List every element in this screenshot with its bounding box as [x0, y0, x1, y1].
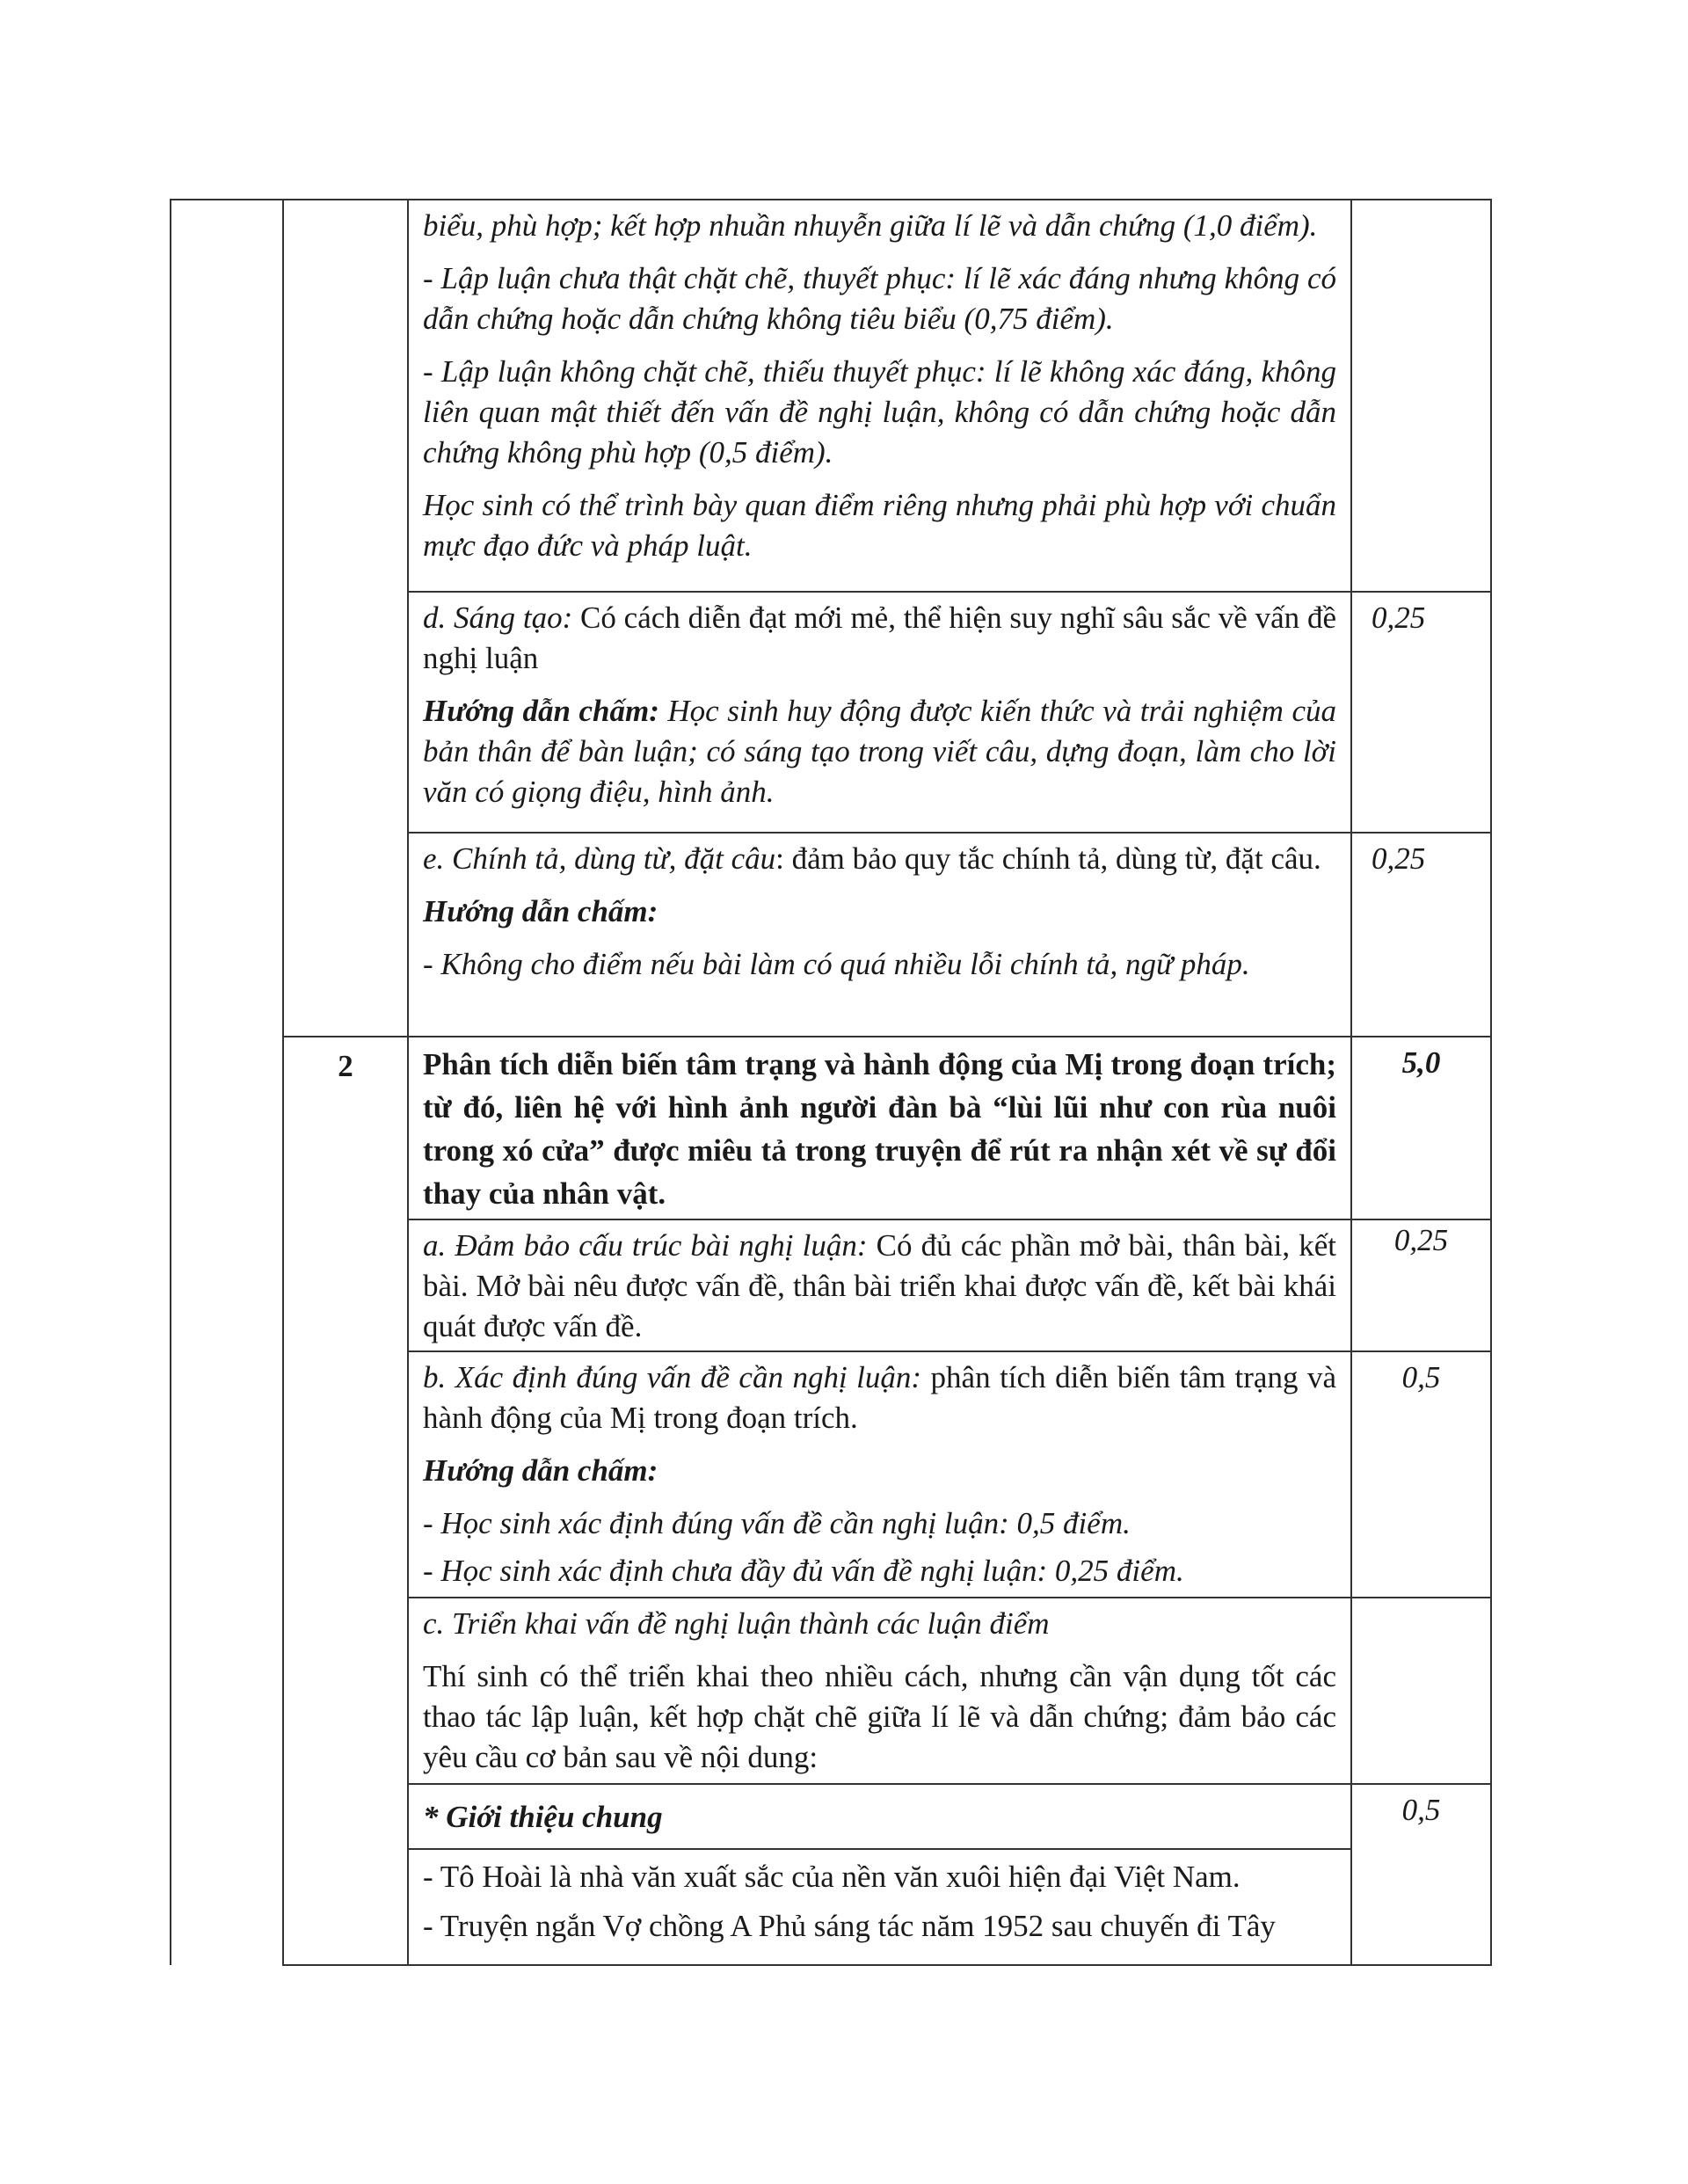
grading-rubric-table [170, 199, 1492, 1966]
criteria-text: - Truyện ngắn Vợ chồng A Phủ sáng tác năm 1952 sau chuyến đi Tây [423, 1909, 1276, 1943]
table-row [171, 200, 1491, 592]
criteria-cell [408, 1784, 1351, 1849]
guide-text: Học sinh huy động được kiến thức và trải nghiệm của bản thân để bàn luận; có sáng tạo trong viết câu, dựng đoạn, làm cho lời văn có giọng điệu, hình ảnh. [423, 694, 1336, 809]
criteria-label: a. Đảm bảo cấu trúc bài nghị luận: [423, 1228, 868, 1263]
table-row [171, 1037, 1491, 1219]
criteria-cell [408, 833, 1351, 1037]
criteria-cell [408, 200, 1351, 592]
section-heading: * Giới thiệu chung [423, 1800, 663, 1834]
criteria-text: Có đủ các phần mở bài, thân bài, kết bài. Mở bài nêu được vấn đề, thân bài triển khai được vấn đề, kết bài khái quát được vấn đề. [423, 1228, 1336, 1343]
score-value: 5,0 [1351, 1037, 1491, 1219]
criteria-cell [408, 1351, 1351, 1598]
section-cell [171, 1037, 283, 1965]
criteria-cell [408, 1219, 1351, 1351]
question-text: Phân tích diễn biến tâm trạng và hành động của Mị trong đoạn trích; từ đó, liên hệ với hình ảnh người đàn bà “lùi lũi như con rùa nuôi trong xó cửa” được miêu tả trong truyện để rút ra nhận xét về sự đổi thay của nhân vật. [423, 1047, 1336, 1211]
criteria-text: phân tích diễn biến tâm trạng và hành động của Mị trong đoạn trích. [423, 1360, 1336, 1435]
criteria-text: biểu, phù hợp; kết hợp nhuần nhuyễn giữa lí lẽ và dẫn chứng (1,0 điểm). [423, 208, 1318, 243]
guide-text: - Học sinh xác định chưa đầy đủ vấn đề nghị luận: 0,25 điểm. [423, 1554, 1184, 1588]
guide-label: Hướng dẫn chấm: [423, 694, 659, 728]
criteria-text: - Lập luận chưa thật chặt chẽ, thuyết phục: lí lẽ xác đáng nhưng không có dẫn chứng hoặc dẫn chứng không tiêu biểu (0,75 điểm). [423, 261, 1336, 336]
question-number: 2 [283, 1037, 408, 1965]
score-value: 0,25 [1351, 833, 1491, 1037]
criteria-text: - Lập luận không chặt chẽ, thiếu thuyết phục: lí lẽ không xác đáng, không liên quan mật thiết đến vấn đề nghị luận, không có dẫn chứng hoặc dẫn chứng không phù hợp (0,5 điểm). [423, 354, 1336, 470]
question-cell [408, 1037, 1351, 1219]
score-value: 0,25 [1351, 1219, 1491, 1351]
criteria-label: c. Triển khai vấn đề nghị luận thành các luận điểm [423, 1606, 1050, 1641]
criteria-text: - Tô Hoài là nhà văn xuất sắc của nền văn xuôi hiện đại Việt Nam. [423, 1860, 1241, 1894]
score-value: 0,5 [1351, 1784, 1491, 1965]
criteria-text: Thí sinh có thể triển khai theo nhiều cách, nhưng cần vận dụng tốt các thao tác lập luận, kết hợp chặt chẽ giữa lí lẽ và dẫn chứng; đảm bảo các yêu cầu cơ bản sau về nội dung: [423, 1659, 1336, 1774]
guide-label: Hướng dẫn chấm: [423, 1453, 658, 1488]
score-cell [1351, 200, 1491, 592]
criteria-text: Có cách diễn đạt mới mẻ, thể hiện suy nghĩ sâu sắc về vấn đề nghị luận [423, 601, 1336, 675]
section-cell [171, 200, 283, 1037]
criteria-text: Học sinh có thể trình bày quan điểm riêng nhưng phải phù hợp với chuẩn mực đạo đức và pháp luật. [423, 488, 1336, 563]
guide-text: - Không cho điểm nếu bài làm có quá nhiều lỗi chính tả, ngữ pháp. [423, 947, 1250, 981]
criteria-cell [408, 1598, 1351, 1784]
criteria-label: b. Xác định đúng vấn đề cần nghị luận: [423, 1360, 922, 1394]
guide-text: - Học sinh xác định đúng vấn đề cần nghị luận: 0,5 điểm. [423, 1506, 1131, 1540]
criteria-cell [408, 1849, 1351, 1965]
criteria-text: : đảm bảo quy tắc chính tả, dùng từ, đặt câu. [775, 841, 1321, 876]
criteria-label: d. Sáng tạo: [423, 601, 573, 635]
score-value: 0,25 [1351, 592, 1491, 833]
criteria-label: e. Chính tả, dùng từ, đặt câu [423, 841, 776, 876]
question-cell [283, 200, 408, 1037]
guide-label: Hướng dẫn chấm: [423, 894, 658, 928]
score-cell [1351, 1598, 1491, 1784]
score-value: 0,5 [1351, 1351, 1491, 1598]
criteria-cell [408, 592, 1351, 833]
